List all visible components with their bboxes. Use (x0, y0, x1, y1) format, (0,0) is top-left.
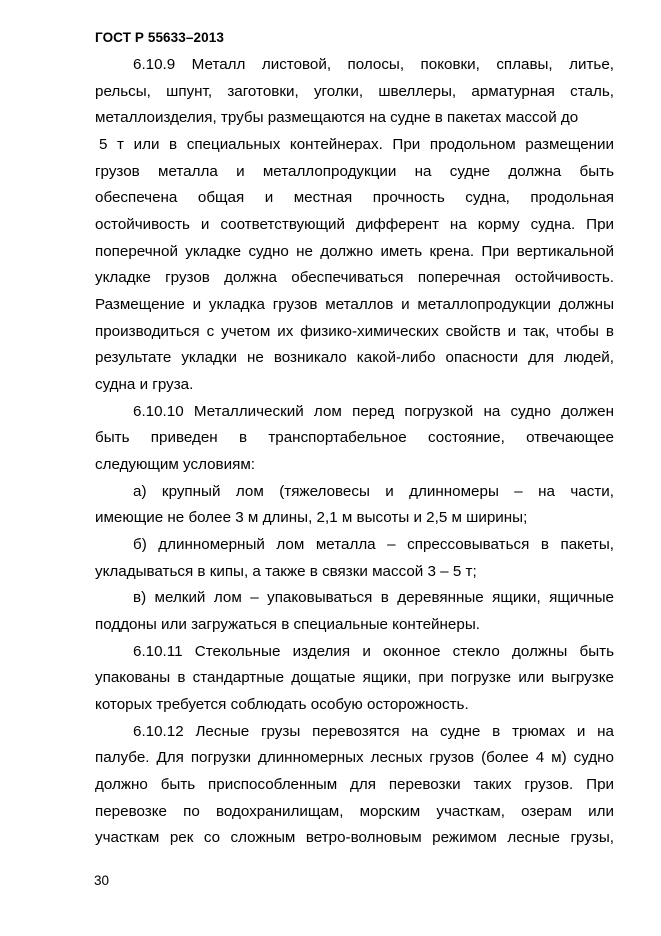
text-line: 5 т или в специальных контейнерах. При продольном размещении (99, 136, 614, 153)
text-line: 6.10.11 Стекольные изделия и оконное стекло должны быть (133, 643, 614, 660)
text-line: поперечной укладке судно не должно иметь крена. При вертикальной (95, 243, 614, 260)
text-line: 6.10.9 Металл листовой, полосы, поковки, сплавы, литье, (133, 56, 614, 73)
list-item-b: б) длинномерный лом металла – спрессовываться в пакеты, (133, 536, 614, 553)
text-line: которых требуется соблюдать особую осторожность. (95, 696, 469, 713)
text-line: укладке грузов должна обеспечиваться поперечная остойчивость. (95, 269, 614, 286)
text-line: 6.10.10 Металлический лом перед погрузкой на судно должен (133, 403, 614, 420)
text-line: укладываться в кипы, а также в связки массой 3 – 5 т; (95, 563, 477, 580)
text-line: производиться с учетом их физико-химических свойств и так, чтобы в (95, 323, 614, 340)
text-line: грузов металла и металлопродукции на судне должна быть (95, 163, 614, 180)
text-line: рельсы, шпунт, заготовки, уголки, швеллеры, арматурная сталь, (95, 83, 614, 100)
text-line: должно быть приспособленным для перевозки таких грузов. При (95, 776, 614, 793)
text-line: остойчивость и соответствующий дифферент на корму судна. При (95, 216, 614, 233)
text-line: 6.10.12 Лесные грузы перевозятся на судне в трюмах и на (133, 723, 614, 740)
text-line: быть приведен в транспортабельное состояние, отвечающее (95, 429, 614, 446)
text-line: палубе. Для погрузки длинномерных лесных грузов (более 4 м) судно (95, 749, 614, 766)
text-line: Размещение и укладка грузов металлов и металлопродукции должны (95, 296, 614, 313)
text-line: перевозке по водохранилищам, морским участкам, озерам или (95, 803, 614, 820)
list-item-c: в) мелкий лом – упаковываться в деревянные ящики, ящичные (133, 589, 614, 606)
text-line: участкам рек со сложным ветро-волновым режимом лесные грузы, (95, 829, 614, 846)
list-item-a: а) крупный лом (тяжеловесы и длинномеры – на части, (133, 483, 614, 500)
page-number: 30 (94, 873, 110, 888)
text-line: судна и груза. (95, 376, 194, 393)
text-line: имеющие не более 3 м длины, 2,1 м высоты и 2,5 м ширины; (95, 509, 528, 526)
text-line: обеспечена общая и местная прочность судна, продольная (95, 189, 614, 206)
text-line: результате укладки не возникало какой-либо опасности для людей, (95, 349, 614, 366)
text-line: упакованы в стандартные дощатые ящики, при погрузке или выгрузке (95, 669, 614, 686)
document-header: ГОСТ Р 55633–2013 (95, 30, 224, 45)
text-line: следующим условиям: (95, 456, 255, 473)
text-line: металлоизделия, трубы размещаются на судне в пакетах массой до (95, 109, 579, 126)
text-line: поддоны или загружаться в специальные контейнеры. (95, 616, 480, 633)
